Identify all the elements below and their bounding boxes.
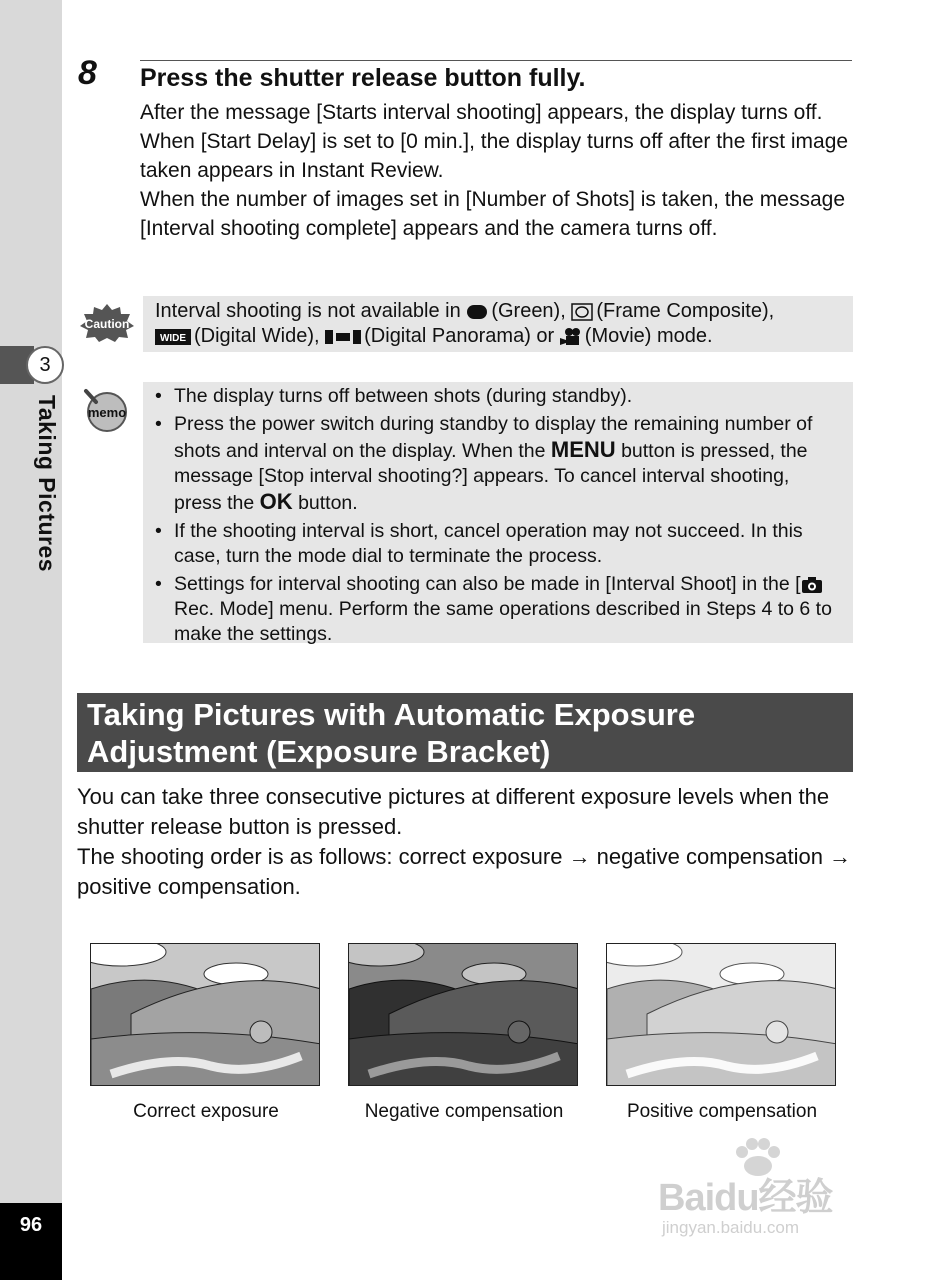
memo-text: Settings for interval shooting can also be made in [Interval Shoot] in the [ xyxy=(174,573,801,595)
memo-box xyxy=(143,382,853,643)
caption-negative: Negative compensation xyxy=(364,1101,564,1122)
green-mode-icon xyxy=(466,304,488,320)
movie-mode-icon xyxy=(560,327,582,347)
chapter-number: 3 xyxy=(26,346,64,384)
chapter-title: Taking Pictures xyxy=(34,395,60,573)
watermark-main: Baidu经验 xyxy=(658,1177,833,1219)
memo-text: button is pressed, the message [Stop interval shooting?] appears. To cancel interval shooting, press the xyxy=(174,440,808,514)
ok-button-label: OK xyxy=(259,489,293,514)
intro-paragraph: You can take three consecutive pictures at different exposure levels when the shutter release button is pressed. xyxy=(77,784,830,839)
memo-item: • The display turns off between shots (during standby). xyxy=(174,384,841,409)
memo-icon-label: memo xyxy=(87,405,127,420)
step-paragraph: When the number of images set in [Number of Shots] is taken, the message [Interval shooting complete] appears and the camera turns off. xyxy=(140,188,846,240)
step-divider xyxy=(140,60,852,61)
section-title xyxy=(77,693,853,772)
memo-item xyxy=(174,572,841,647)
caption-positive: Positive compensation xyxy=(626,1101,818,1122)
caution-text: Interval shooting is not available in xyxy=(155,300,461,322)
caution-icon-label: Caution xyxy=(84,317,130,331)
memo-text: Rec. Mode] menu. Perform the same operations described in Steps 4 to 6 to make the settings. xyxy=(174,598,832,645)
section-title-line: Adjustment (Exposure Bracket) xyxy=(87,734,551,769)
intro-paragraph: The shooting order is as follows: correct exposure → negative compensation → positive compensation. xyxy=(77,844,852,899)
landscape-negative-compensation xyxy=(348,943,578,1086)
caption-correct: Correct exposure xyxy=(133,1101,279,1122)
digital-wide-label: WIDE xyxy=(159,332,187,344)
caution-text: (Green), xyxy=(491,300,566,322)
section-title-line: Taking Pictures with Automatic Exposure xyxy=(87,697,696,732)
frame-composite-icon xyxy=(571,303,593,321)
landscape-correct-exposure xyxy=(90,943,320,1086)
watermark-sub: jingyan.baidu.com xyxy=(662,1218,800,1237)
memo-text: Press the power switch during standby to display the remaining number of shots and interval on the display. When the xyxy=(174,413,813,462)
memo-item: • If the shooting interval is short, cancel operation may not succeed. In this case, turn the mode dial to terminate the process. xyxy=(174,519,841,569)
memo-icon xyxy=(80,388,130,432)
menu-button-label: MENU xyxy=(550,437,616,462)
step-title: Press the shutter release button fully. xyxy=(140,64,586,92)
caution-text: (Frame Composite), xyxy=(596,300,775,322)
digital-wide-icon xyxy=(155,329,191,345)
page-number: 96 xyxy=(0,1203,62,1280)
caution-box xyxy=(143,296,853,352)
landscape-positive-compensation xyxy=(606,943,836,1086)
chapter-sidebar xyxy=(0,0,62,1280)
caution-text: (Movie) mode. xyxy=(584,325,713,347)
digital-panorama-icon xyxy=(325,329,361,345)
caution-icon xyxy=(80,304,134,342)
section-intro xyxy=(77,782,867,902)
step-body xyxy=(140,98,860,243)
caution-text: (Digital Panorama) or xyxy=(364,325,555,347)
camera-icon xyxy=(801,576,823,594)
caution-text: (Digital Wide), xyxy=(194,325,320,347)
step-number: 8 xyxy=(78,54,97,92)
step-paragraph: After the message [Starts interval shooting] appears, the display turns off. When [Start Delay] is set to [0 min.], the display turns off after the first image taken appears in Instant Review. xyxy=(140,101,849,182)
memo-item xyxy=(174,412,841,516)
memo-text: button. xyxy=(298,492,358,514)
watermark xyxy=(658,1138,888,1248)
